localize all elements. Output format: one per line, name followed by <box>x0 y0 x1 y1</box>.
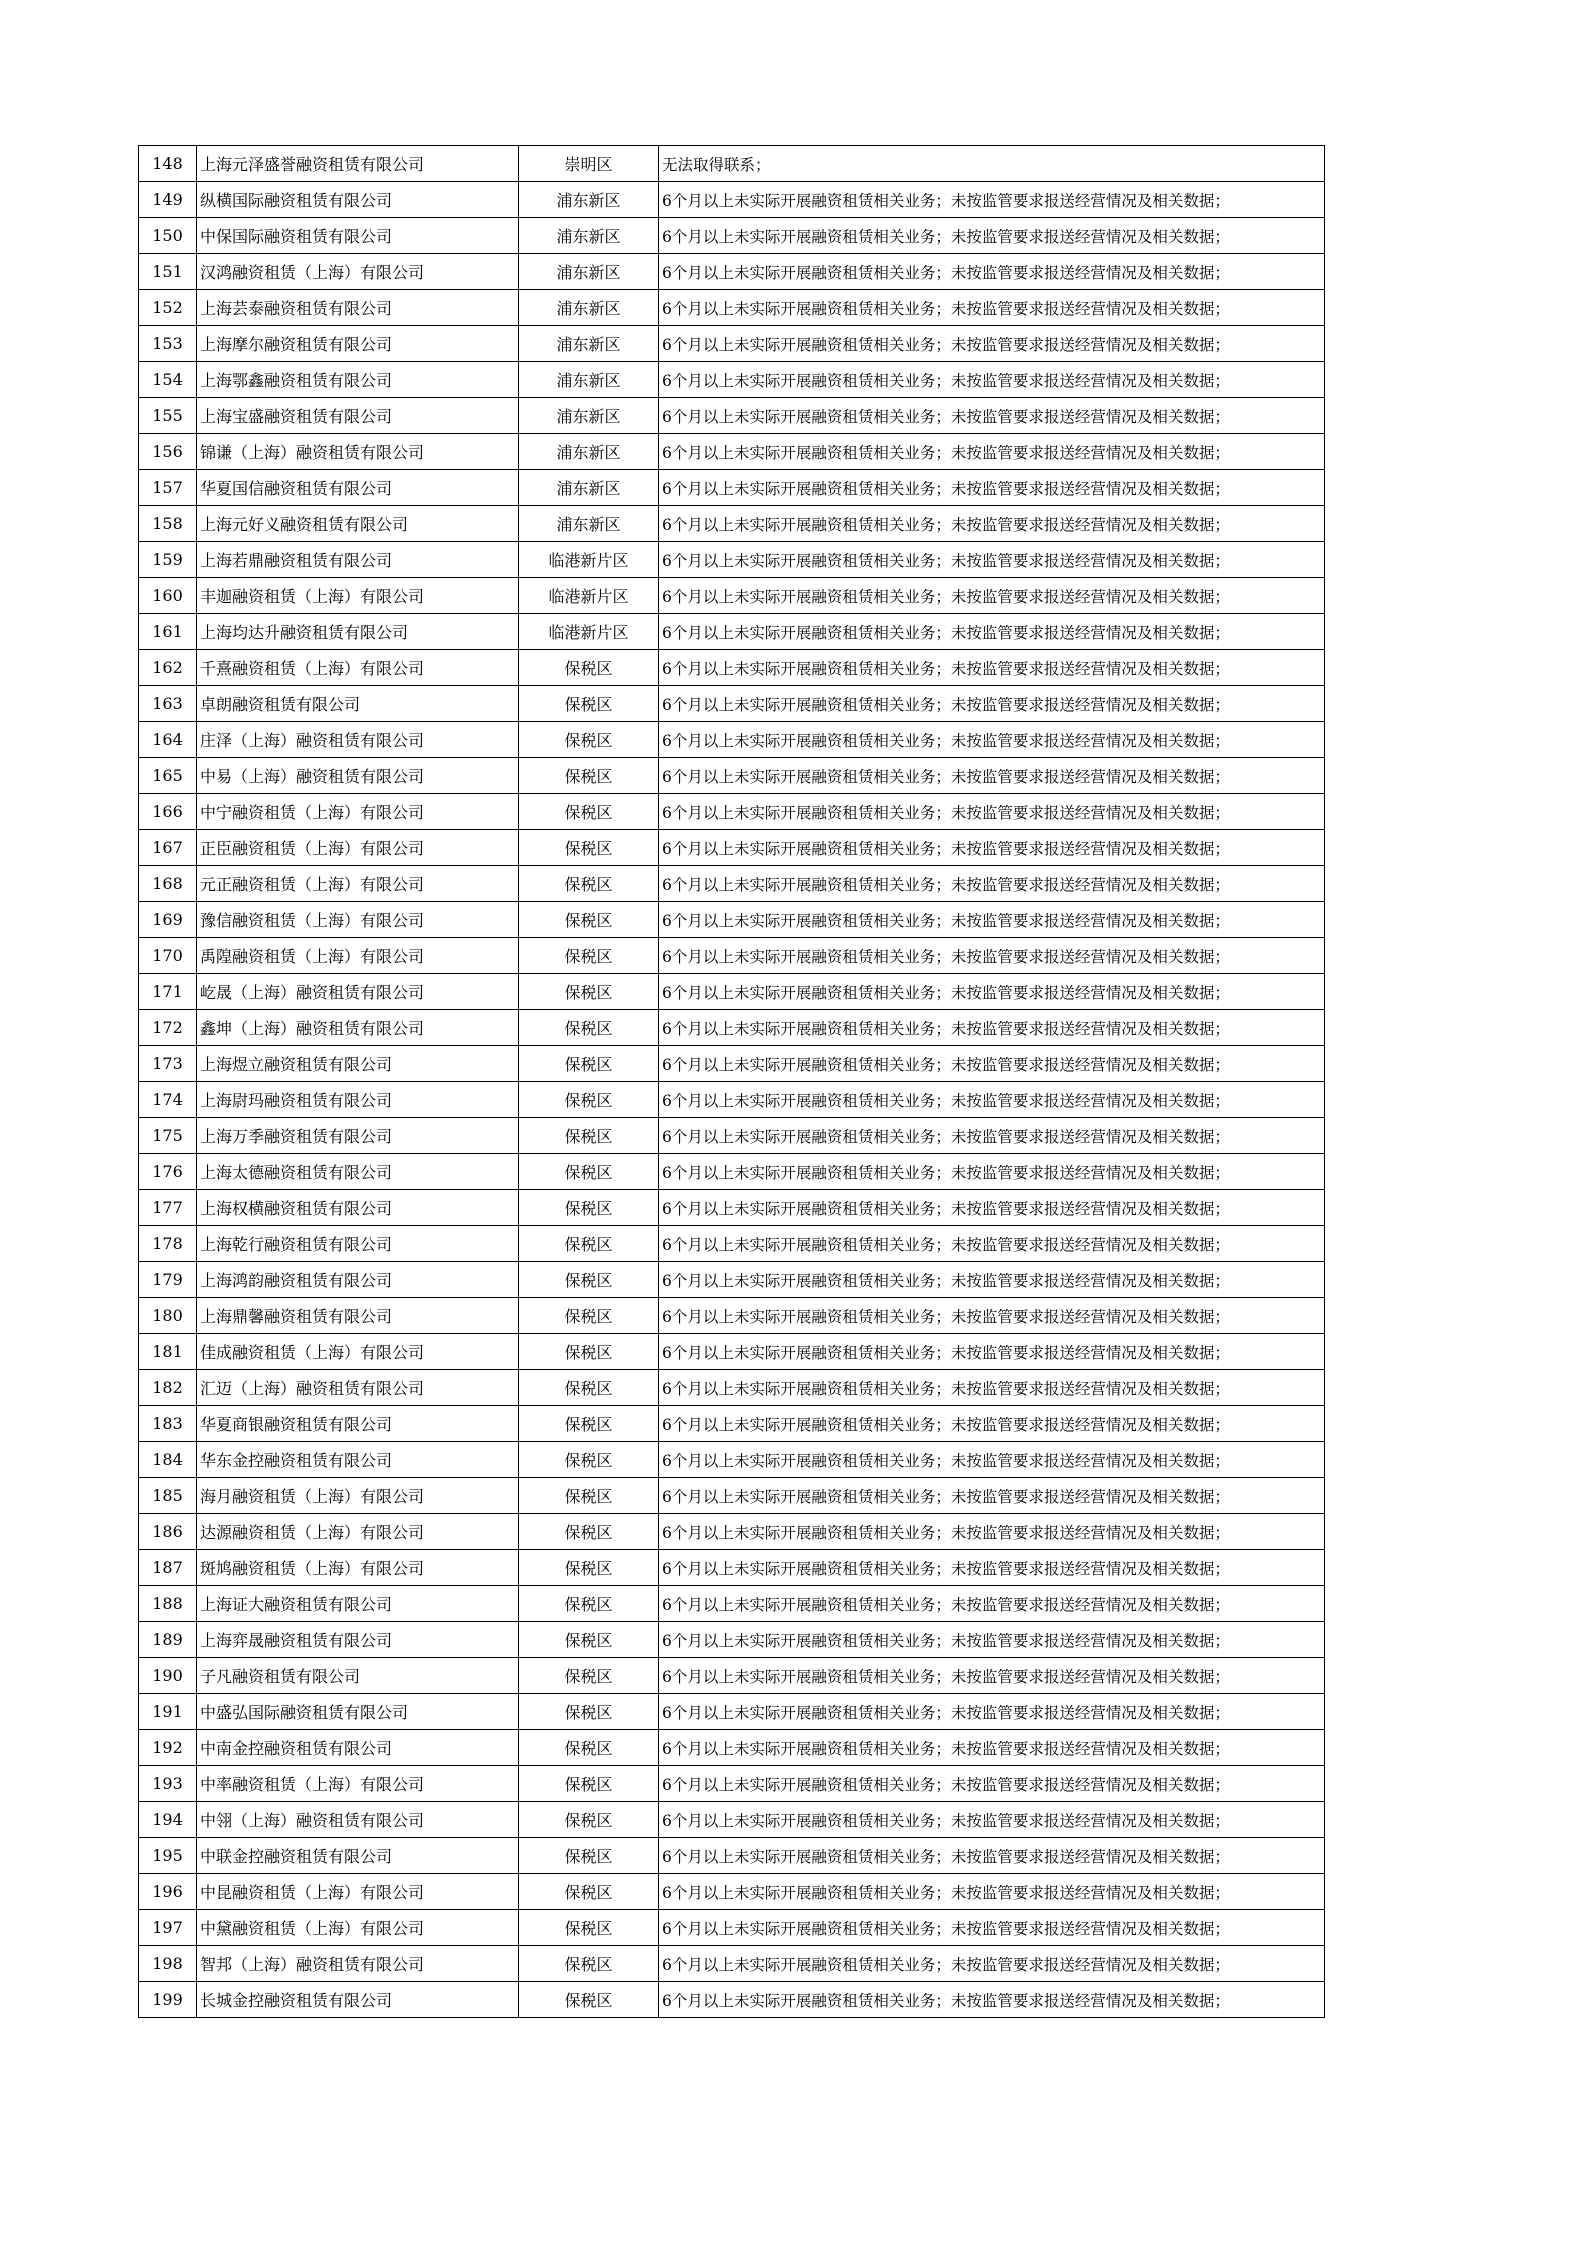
row-number-cell: 187 <box>139 1550 197 1586</box>
reason-cell: 6个月以上未实际开展融资租赁相关业务；未按监管要求报送经营情况及相关数据； <box>659 1370 1325 1406</box>
district-cell: 保税区 <box>519 1370 659 1406</box>
table-row <box>139 290 1325 326</box>
reason-cell: 6个月以上未实际开展融资租赁相关业务；未按监管要求报送经营情况及相关数据； <box>659 902 1325 938</box>
row-number-cell: 181 <box>139 1334 197 1370</box>
reason-cell: 6个月以上未实际开展融资租赁相关业务；未按监管要求报送经营情况及相关数据； <box>659 1334 1325 1370</box>
row-number-cell: 180 <box>139 1298 197 1334</box>
row-number-cell: 166 <box>139 794 197 830</box>
district-cell: 保税区 <box>519 1406 659 1442</box>
reason-cell: 6个月以上未实际开展融资租赁相关业务；未按监管要求报送经营情况及相关数据； <box>659 1838 1325 1874</box>
company-name-cell: 上海鄂鑫融资租赁有限公司 <box>197 362 519 398</box>
row-number-cell: 158 <box>139 506 197 542</box>
table-row <box>139 1118 1325 1154</box>
table-row <box>139 1190 1325 1226</box>
reason-cell: 6个月以上未实际开展融资租赁相关业务；未按监管要求报送经营情况及相关数据； <box>659 434 1325 470</box>
district-cell: 临港新片区 <box>519 578 659 614</box>
reason-cell: 6个月以上未实际开展融资租赁相关业务；未按监管要求报送经营情况及相关数据； <box>659 1874 1325 1910</box>
row-number-cell: 184 <box>139 1442 197 1478</box>
district-cell: 浦东新区 <box>519 398 659 434</box>
company-name-cell: 华夏商银融资租赁有限公司 <box>197 1406 519 1442</box>
reason-cell: 6个月以上未实际开展融资租赁相关业务；未按监管要求报送经营情况及相关数据； <box>659 1226 1325 1262</box>
district-cell: 保税区 <box>519 722 659 758</box>
district-cell: 保税区 <box>519 1982 659 2018</box>
district-cell: 保税区 <box>519 650 659 686</box>
company-name-cell: 中易（上海）融资租赁有限公司 <box>197 758 519 794</box>
table-row <box>139 866 1325 902</box>
row-number-cell: 171 <box>139 974 197 1010</box>
company-name-cell: 中南金控融资租赁有限公司 <box>197 1730 519 1766</box>
row-number-cell: 185 <box>139 1478 197 1514</box>
row-number-cell: 168 <box>139 866 197 902</box>
reason-cell: 6个月以上未实际开展融资租赁相关业务；未按监管要求报送经营情况及相关数据； <box>659 866 1325 902</box>
reason-cell: 6个月以上未实际开展融资租赁相关业务；未按监管要求报送经营情况及相关数据； <box>659 1802 1325 1838</box>
district-cell: 保税区 <box>519 686 659 722</box>
table-row <box>139 254 1325 290</box>
company-name-cell: 中翎（上海）融资租赁有限公司 <box>197 1802 519 1838</box>
row-number-cell: 155 <box>139 398 197 434</box>
reason-cell: 6个月以上未实际开展融资租赁相关业务；未按监管要求报送经营情况及相关数据； <box>659 1694 1325 1730</box>
reason-cell: 6个月以上未实际开展融资租赁相关业务；未按监管要求报送经营情况及相关数据； <box>659 1190 1325 1226</box>
reason-cell: 6个月以上未实际开展融资租赁相关业务；未按监管要求报送经营情况及相关数据； <box>659 506 1325 542</box>
table-row <box>139 146 1325 182</box>
row-number-cell: 157 <box>139 470 197 506</box>
district-cell: 保税区 <box>519 1838 659 1874</box>
district-cell: 保税区 <box>519 938 659 974</box>
row-number-cell: 194 <box>139 1802 197 1838</box>
table-row <box>139 974 1325 1010</box>
table-row <box>139 1802 1325 1838</box>
reason-cell: 6个月以上未实际开展融资租赁相关业务；未按监管要求报送经营情况及相关数据； <box>659 938 1325 974</box>
table-row <box>139 1226 1325 1262</box>
row-number-cell: 159 <box>139 542 197 578</box>
company-name-cell: 禹隍融资租赁（上海）有限公司 <box>197 938 519 974</box>
company-name-cell: 正臣融资租赁（上海）有限公司 <box>197 830 519 866</box>
row-number-cell: 173 <box>139 1046 197 1082</box>
reason-cell: 6个月以上未实际开展融资租赁相关业务；未按监管要求报送经营情况及相关数据； <box>659 182 1325 218</box>
reason-cell: 6个月以上未实际开展融资租赁相关业务；未按监管要求报送经营情况及相关数据； <box>659 1550 1325 1586</box>
company-name-cell: 上海芸泰融资租赁有限公司 <box>197 290 519 326</box>
table-row <box>139 1514 1325 1550</box>
district-cell: 浦东新区 <box>519 326 659 362</box>
reason-cell: 6个月以上未实际开展融资租赁相关业务；未按监管要求报送经营情况及相关数据； <box>659 542 1325 578</box>
table-row <box>139 650 1325 686</box>
district-cell: 浦东新区 <box>519 182 659 218</box>
district-cell: 保税区 <box>519 1694 659 1730</box>
company-name-cell: 豫信融资租赁（上海）有限公司 <box>197 902 519 938</box>
district-cell: 保税区 <box>519 1550 659 1586</box>
table-row <box>139 794 1325 830</box>
reason-cell: 6个月以上未实际开展融资租赁相关业务；未按监管要求报送经营情况及相关数据； <box>659 578 1325 614</box>
reason-cell: 6个月以上未实际开展融资租赁相关业务；未按监管要求报送经营情况及相关数据； <box>659 1154 1325 1190</box>
company-name-cell: 中联金控融资租赁有限公司 <box>197 1838 519 1874</box>
table-row <box>139 1442 1325 1478</box>
reason-cell: 6个月以上未实际开展融资租赁相关业务；未按监管要求报送经营情况及相关数据； <box>659 1046 1325 1082</box>
row-number-cell: 175 <box>139 1118 197 1154</box>
company-name-cell: 上海权横融资租赁有限公司 <box>197 1190 519 1226</box>
table-row <box>139 182 1325 218</box>
reason-cell: 6个月以上未实际开展融资租赁相关业务；未按监管要求报送经营情况及相关数据； <box>659 218 1325 254</box>
district-cell: 保税区 <box>519 1910 659 1946</box>
company-name-cell: 达源融资租赁（上海）有限公司 <box>197 1514 519 1550</box>
district-cell: 保税区 <box>519 1514 659 1550</box>
reason-cell: 6个月以上未实际开展融资租赁相关业务；未按监管要求报送经营情况及相关数据； <box>659 830 1325 866</box>
row-number-cell: 162 <box>139 650 197 686</box>
reason-cell: 6个月以上未实际开展融资租赁相关业务；未按监管要求报送经营情况及相关数据； <box>659 1010 1325 1046</box>
row-number-cell: 179 <box>139 1262 197 1298</box>
district-cell: 保税区 <box>519 1730 659 1766</box>
company-name-cell: 中昆融资租赁（上海）有限公司 <box>197 1874 519 1910</box>
company-name-cell: 千熹融资租赁（上海）有限公司 <box>197 650 519 686</box>
company-name-cell: 佳成融资租赁（上海）有限公司 <box>197 1334 519 1370</box>
district-cell: 保税区 <box>519 1118 659 1154</box>
table-row <box>139 1334 1325 1370</box>
company-name-cell: 长城金控融资租赁有限公司 <box>197 1982 519 2018</box>
reason-cell: 6个月以上未实际开展融资租赁相关业务；未按监管要求报送经营情况及相关数据； <box>659 1586 1325 1622</box>
company-name-cell: 屹晟（上海）融资租赁有限公司 <box>197 974 519 1010</box>
table-row <box>139 1586 1325 1622</box>
table-row <box>139 1046 1325 1082</box>
table-row <box>139 1874 1325 1910</box>
company-name-cell: 中盛弘国际融资租赁有限公司 <box>197 1694 519 1730</box>
row-number-cell: 153 <box>139 326 197 362</box>
row-number-cell: 154 <box>139 362 197 398</box>
reason-cell: 6个月以上未实际开展融资租赁相关业务；未按监管要求报送经营情况及相关数据； <box>659 326 1325 362</box>
company-name-cell: 海月融资租赁（上海）有限公司 <box>197 1478 519 1514</box>
district-cell: 保税区 <box>519 1262 659 1298</box>
company-name-cell: 中率融资租赁（上海）有限公司 <box>197 1766 519 1802</box>
table-row <box>139 1010 1325 1046</box>
company-name-cell: 中宁融资租赁（上海）有限公司 <box>197 794 519 830</box>
row-number-cell: 177 <box>139 1190 197 1226</box>
row-number-cell: 172 <box>139 1010 197 1046</box>
table-row <box>139 614 1325 650</box>
company-name-cell: 上海均达升融资租赁有限公司 <box>197 614 519 650</box>
district-cell: 保税区 <box>519 1802 659 1838</box>
company-name-cell: 锦谦（上海）融资租赁有限公司 <box>197 434 519 470</box>
reason-cell: 6个月以上未实际开展融资租赁相关业务；未按监管要求报送经营情况及相关数据； <box>659 758 1325 794</box>
reason-cell: 6个月以上未实际开展融资租赁相关业务；未按监管要求报送经营情况及相关数据； <box>659 1658 1325 1694</box>
district-cell: 保税区 <box>519 758 659 794</box>
district-cell: 浦东新区 <box>519 362 659 398</box>
row-number-cell: 148 <box>139 146 197 182</box>
district-cell: 保税区 <box>519 1658 659 1694</box>
company-name-cell: 华东金控融资租赁有限公司 <box>197 1442 519 1478</box>
table-row <box>139 758 1325 794</box>
company-name-cell: 鑫坤（上海）融资租赁有限公司 <box>197 1010 519 1046</box>
reason-cell: 6个月以上未实际开展融资租赁相关业务；未按监管要求报送经营情况及相关数据； <box>659 1442 1325 1478</box>
reason-cell: 6个月以上未实际开展融资租赁相关业务；未按监管要求报送经营情况及相关数据； <box>659 1730 1325 1766</box>
company-name-cell: 上海若鼎融资租赁有限公司 <box>197 542 519 578</box>
reason-cell: 6个月以上未实际开展融资租赁相关业务；未按监管要求报送经营情况及相关数据； <box>659 722 1325 758</box>
table-row <box>139 902 1325 938</box>
reason-cell: 6个月以上未实际开展融资租赁相关业务；未按监管要求报送经营情况及相关数据； <box>659 794 1325 830</box>
table-row <box>139 1550 1325 1586</box>
company-name-cell: 智邦（上海）融资租赁有限公司 <box>197 1946 519 1982</box>
reason-cell: 6个月以上未实际开展融资租赁相关业务；未按监管要求报送经营情况及相关数据； <box>659 398 1325 434</box>
row-number-cell: 174 <box>139 1082 197 1118</box>
reason-cell: 6个月以上未实际开展融资租赁相关业务；未按监管要求报送经营情况及相关数据； <box>659 1406 1325 1442</box>
reason-cell: 6个月以上未实际开展融资租赁相关业务；未按监管要求报送经营情况及相关数据； <box>659 686 1325 722</box>
company-name-cell: 上海元好义融资租赁有限公司 <box>197 506 519 542</box>
table-row <box>139 542 1325 578</box>
district-cell: 保税区 <box>519 794 659 830</box>
company-name-cell: 上海鸿韵融资租赁有限公司 <box>197 1262 519 1298</box>
company-name-cell: 卓朗融资租赁有限公司 <box>197 686 519 722</box>
district-cell: 保税区 <box>519 1874 659 1910</box>
reason-cell: 6个月以上未实际开展融资租赁相关业务；未按监管要求报送经营情况及相关数据； <box>659 1982 1325 2018</box>
table-row <box>139 218 1325 254</box>
district-cell: 浦东新区 <box>519 218 659 254</box>
row-number-cell: 191 <box>139 1694 197 1730</box>
reason-cell: 6个月以上未实际开展融资租赁相关业务；未按监管要求报送经营情况及相关数据； <box>659 650 1325 686</box>
row-number-cell: 197 <box>139 1910 197 1946</box>
table-row <box>139 326 1325 362</box>
company-name-cell: 华夏国信融资租赁有限公司 <box>197 470 519 506</box>
company-name-cell: 上海证大融资租赁有限公司 <box>197 1586 519 1622</box>
district-cell: 保税区 <box>519 1298 659 1334</box>
row-number-cell: 161 <box>139 614 197 650</box>
company-name-cell: 上海太德融资租赁有限公司 <box>197 1154 519 1190</box>
district-cell: 浦东新区 <box>519 290 659 326</box>
company-name-cell: 上海宝盛融资租赁有限公司 <box>197 398 519 434</box>
district-cell: 浦东新区 <box>519 434 659 470</box>
row-number-cell: 160 <box>139 578 197 614</box>
table-row <box>139 1082 1325 1118</box>
table-row <box>139 938 1325 974</box>
district-cell: 保税区 <box>519 1442 659 1478</box>
company-name-cell: 中黛融资租赁（上海）有限公司 <box>197 1910 519 1946</box>
reason-cell: 6个月以上未实际开展融资租赁相关业务；未按监管要求报送经营情况及相关数据； <box>659 1946 1325 1982</box>
row-number-cell: 182 <box>139 1370 197 1406</box>
table-row <box>139 1658 1325 1694</box>
reason-cell: 无法取得联系； <box>659 146 1325 182</box>
reason-cell: 6个月以上未实际开展融资租赁相关业务；未按监管要求报送经营情况及相关数据； <box>659 1298 1325 1334</box>
company-name-cell: 庄泽（上海）融资租赁有限公司 <box>197 722 519 758</box>
district-cell: 崇明区 <box>519 146 659 182</box>
row-number-cell: 195 <box>139 1838 197 1874</box>
company-name-cell: 汇迈（上海）融资租赁有限公司 <box>197 1370 519 1406</box>
row-number-cell: 150 <box>139 218 197 254</box>
company-name-cell: 上海乾行融资租赁有限公司 <box>197 1226 519 1262</box>
district-cell: 保税区 <box>519 1190 659 1226</box>
table-row <box>139 362 1325 398</box>
row-number-cell: 163 <box>139 686 197 722</box>
district-cell: 保税区 <box>519 866 659 902</box>
district-cell: 保税区 <box>519 902 659 938</box>
district-cell: 保税区 <box>519 1010 659 1046</box>
row-number-cell: 169 <box>139 902 197 938</box>
table-row <box>139 1730 1325 1766</box>
row-number-cell: 183 <box>139 1406 197 1442</box>
row-number-cell: 165 <box>139 758 197 794</box>
row-number-cell: 190 <box>139 1658 197 1694</box>
row-number-cell: 178 <box>139 1226 197 1262</box>
table-body <box>139 146 1325 2018</box>
row-number-cell: 164 <box>139 722 197 758</box>
company-name-cell: 斑鸠融资租赁（上海）有限公司 <box>197 1550 519 1586</box>
company-name-cell: 上海鼎馨融资租赁有限公司 <box>197 1298 519 1334</box>
table-row <box>139 578 1325 614</box>
table-row <box>139 1946 1325 1982</box>
row-number-cell: 192 <box>139 1730 197 1766</box>
reason-cell: 6个月以上未实际开展融资租赁相关业务；未按监管要求报送经营情况及相关数据； <box>659 1118 1325 1154</box>
table-row <box>139 1478 1325 1514</box>
company-name-cell: 上海元泽盛誉融资租赁有限公司 <box>197 146 519 182</box>
row-number-cell: 149 <box>139 182 197 218</box>
table-row <box>139 1982 1325 2018</box>
reason-cell: 6个月以上未实际开展融资租赁相关业务；未按监管要求报送经营情况及相关数据； <box>659 1766 1325 1802</box>
reason-cell: 6个月以上未实际开展融资租赁相关业务；未按监管要求报送经营情况及相关数据； <box>659 1262 1325 1298</box>
row-number-cell: 196 <box>139 1874 197 1910</box>
district-cell: 浦东新区 <box>519 254 659 290</box>
reason-cell: 6个月以上未实际开展融资租赁相关业务；未按监管要求报送经营情况及相关数据； <box>659 1622 1325 1658</box>
company-list-table <box>138 145 1325 2018</box>
company-name-cell: 上海万季融资租赁有限公司 <box>197 1118 519 1154</box>
table-row <box>139 1910 1325 1946</box>
district-cell: 保税区 <box>519 1046 659 1082</box>
reason-cell: 6个月以上未实际开展融资租赁相关业务；未按监管要求报送经营情况及相关数据； <box>659 1082 1325 1118</box>
table-row <box>139 434 1325 470</box>
row-number-cell: 189 <box>139 1622 197 1658</box>
table-row <box>139 686 1325 722</box>
row-number-cell: 167 <box>139 830 197 866</box>
row-number-cell: 188 <box>139 1586 197 1622</box>
table-row <box>139 1622 1325 1658</box>
row-number-cell: 156 <box>139 434 197 470</box>
reason-cell: 6个月以上未实际开展融资租赁相关业务；未按监管要求报送经营情况及相关数据； <box>659 1910 1325 1946</box>
row-number-cell: 198 <box>139 1946 197 1982</box>
company-name-cell: 上海煜立融资租赁有限公司 <box>197 1046 519 1082</box>
company-name-cell: 上海尉玛融资租赁有限公司 <box>197 1082 519 1118</box>
row-number-cell: 186 <box>139 1514 197 1550</box>
district-cell: 保税区 <box>519 1586 659 1622</box>
district-cell: 保税区 <box>519 1334 659 1370</box>
reason-cell: 6个月以上未实际开展融资租赁相关业务；未按监管要求报送经营情况及相关数据； <box>659 254 1325 290</box>
table-row <box>139 722 1325 758</box>
district-cell: 保税区 <box>519 1154 659 1190</box>
district-cell: 保税区 <box>519 974 659 1010</box>
reason-cell: 6个月以上未实际开展融资租赁相关业务；未按监管要求报送经营情况及相关数据； <box>659 974 1325 1010</box>
table-row <box>139 1766 1325 1802</box>
row-number-cell: 151 <box>139 254 197 290</box>
table-row <box>139 1694 1325 1730</box>
table-row <box>139 1262 1325 1298</box>
table-row <box>139 398 1325 434</box>
company-name-cell: 上海摩尔融资租赁有限公司 <box>197 326 519 362</box>
reason-cell: 6个月以上未实际开展融资租赁相关业务；未按监管要求报送经营情况及相关数据； <box>659 1478 1325 1514</box>
table-row <box>139 1370 1325 1406</box>
company-name-cell: 汉鸿融资租赁（上海）有限公司 <box>197 254 519 290</box>
company-name-cell: 中保国际融资租赁有限公司 <box>197 218 519 254</box>
row-number-cell: 152 <box>139 290 197 326</box>
company-name-cell: 丰迦融资租赁（上海）有限公司 <box>197 578 519 614</box>
district-cell: 保税区 <box>519 1766 659 1802</box>
row-number-cell: 176 <box>139 1154 197 1190</box>
district-cell: 保税区 <box>519 1946 659 1982</box>
table-row <box>139 1298 1325 1334</box>
row-number-cell: 193 <box>139 1766 197 1802</box>
table-row <box>139 830 1325 866</box>
reason-cell: 6个月以上未实际开展融资租赁相关业务；未按监管要求报送经营情况及相关数据； <box>659 1514 1325 1550</box>
district-cell: 保税区 <box>519 1478 659 1514</box>
reason-cell: 6个月以上未实际开展融资租赁相关业务；未按监管要求报送经营情况及相关数据； <box>659 290 1325 326</box>
district-cell: 保税区 <box>519 830 659 866</box>
district-cell: 浦东新区 <box>519 506 659 542</box>
company-name-cell: 纵横国际融资租赁有限公司 <box>197 182 519 218</box>
reason-cell: 6个月以上未实际开展融资租赁相关业务；未按监管要求报送经营情况及相关数据； <box>659 470 1325 506</box>
district-cell: 保税区 <box>519 1622 659 1658</box>
table-row <box>139 1154 1325 1190</box>
row-number-cell: 199 <box>139 1982 197 2018</box>
company-name-cell: 元正融资租赁（上海）有限公司 <box>197 866 519 902</box>
reason-cell: 6个月以上未实际开展融资租赁相关业务；未按监管要求报送经营情况及相关数据； <box>659 614 1325 650</box>
district-cell: 临港新片区 <box>519 542 659 578</box>
company-name-cell: 上海弈晟融资租赁有限公司 <box>197 1622 519 1658</box>
table-row <box>139 470 1325 506</box>
district-cell: 浦东新区 <box>519 470 659 506</box>
company-name-cell: 子凡融资租赁有限公司 <box>197 1658 519 1694</box>
table-row <box>139 1838 1325 1874</box>
reason-cell: 6个月以上未实际开展融资租赁相关业务；未按监管要求报送经营情况及相关数据； <box>659 362 1325 398</box>
table-row <box>139 1406 1325 1442</box>
row-number-cell: 170 <box>139 938 197 974</box>
district-cell: 临港新片区 <box>519 614 659 650</box>
table-row <box>139 506 1325 542</box>
district-cell: 保税区 <box>519 1082 659 1118</box>
district-cell: 保税区 <box>519 1226 659 1262</box>
